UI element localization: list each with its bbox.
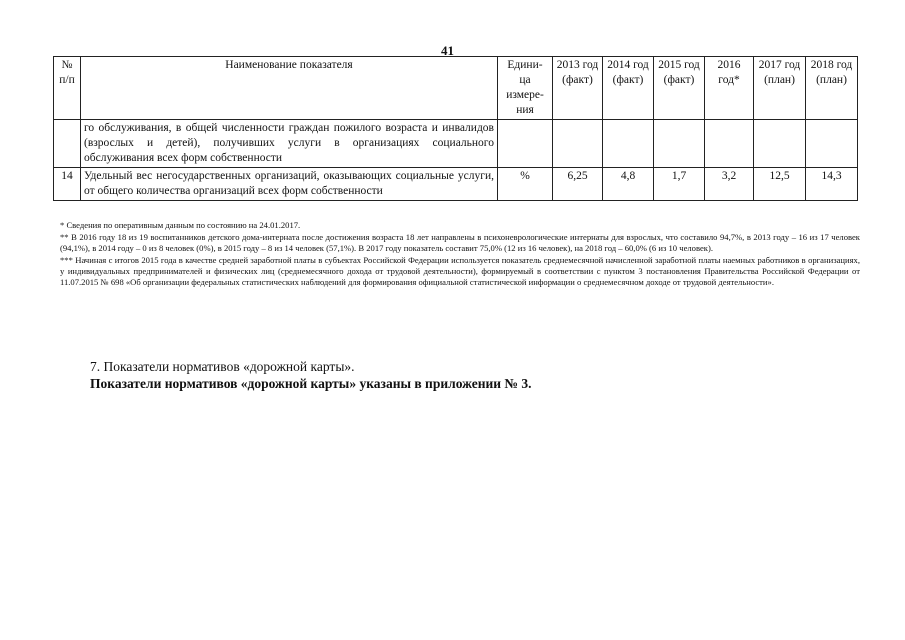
header-unit: Едини- ца измере- ния	[498, 57, 553, 120]
header-2016: 2016 год*	[705, 57, 754, 120]
indicators-table	[53, 56, 858, 201]
header-2013: 2013 год (факт)	[553, 57, 603, 120]
footnotes	[60, 220, 860, 288]
row-number	[54, 120, 81, 168]
row-value-2017: 12,5	[754, 168, 806, 201]
row-value-2016: 3,2	[705, 168, 754, 201]
row-value-2015	[654, 120, 705, 168]
footnote-double-star: ** В 2016 году 18 из 19 воспитанников детского дома-интерната после достижения возраста 18 лет направлены в психоневрологические интернаты для взрослых, что составило 94,7%, в 2013 году – 16 из 17 человек (94,1%), в 2014 году – 0 из 8 человек (0%), в 2015 году – 8 из 14 человек (57,1%). В 2017 году показатель составит 75,0% (12 из 16 человек), на 2018 год – 60,0% (6 из 10 человек).	[60, 232, 860, 254]
footnote-triple-star: *** Начиная с итогов 2015 года в качестве средней заработной платы в субъектах Российской Федерации используется показатель среднемесячной начисленной заработной платы наемных работников в организациях, у индивидуальных предпринимателей и физических лиц (среднемесячного дохода от трудовой деятельности), формируемый в соответствии с пунктом 3 постановления Правительства Российской Федерации от 11.07.2015 № 698 «Об организации федеральных статистических наблюдений для формирования официальной статистической информации о среднемесячном доходе от трудовой деятельности».	[60, 254, 860, 288]
row-unit	[498, 120, 553, 168]
page-number: 41	[441, 43, 454, 58]
table-row	[54, 120, 858, 168]
row-value-2015: 1,7	[654, 168, 705, 201]
row-value-2013	[553, 120, 603, 168]
row-value-2013: 6,25	[553, 168, 603, 201]
header-2014: 2014 год (факт)	[603, 57, 654, 120]
footnote-single-star: * Сведения по оперативным данным по состоянию на 24.01.2017.	[60, 220, 301, 230]
row-number: 14	[54, 168, 81, 201]
header-number: № п/п	[54, 57, 81, 120]
row-value-2018: 14,3	[806, 168, 858, 201]
row-indicator-name: го обслуживания, в общей численности граждан пожилого возраста и инвалидов (взрослых и детей), получивших услуги в организациях социального обслуживания всех форм собственности	[81, 120, 498, 168]
section-title: 7. Показатели нормативов «дорожной карты».	[90, 359, 355, 374]
header-2017: 2017 год (план)	[754, 57, 806, 120]
row-value-2014	[603, 120, 654, 168]
row-unit: %	[498, 168, 553, 201]
row-value-2014: 4,8	[603, 168, 654, 201]
row-value-2018	[806, 120, 858, 168]
header-2015: 2015 год (факт)	[654, 57, 705, 120]
section-text: Показатели нормативов «дорожной карты» указаны в приложении № 3.	[90, 376, 532, 391]
row-value-2016	[705, 120, 754, 168]
table-header-row	[54, 57, 858, 120]
table-row	[54, 168, 858, 201]
header-indicator-name: Наименование показателя	[81, 57, 498, 120]
header-2018: 2018 год (план)	[806, 57, 858, 120]
row-indicator-name: Удельный вес негосударственных организаций, оказывающих социальные услуги, от общего количества организаций всех форм собственности	[81, 168, 498, 201]
row-value-2017	[754, 120, 806, 168]
